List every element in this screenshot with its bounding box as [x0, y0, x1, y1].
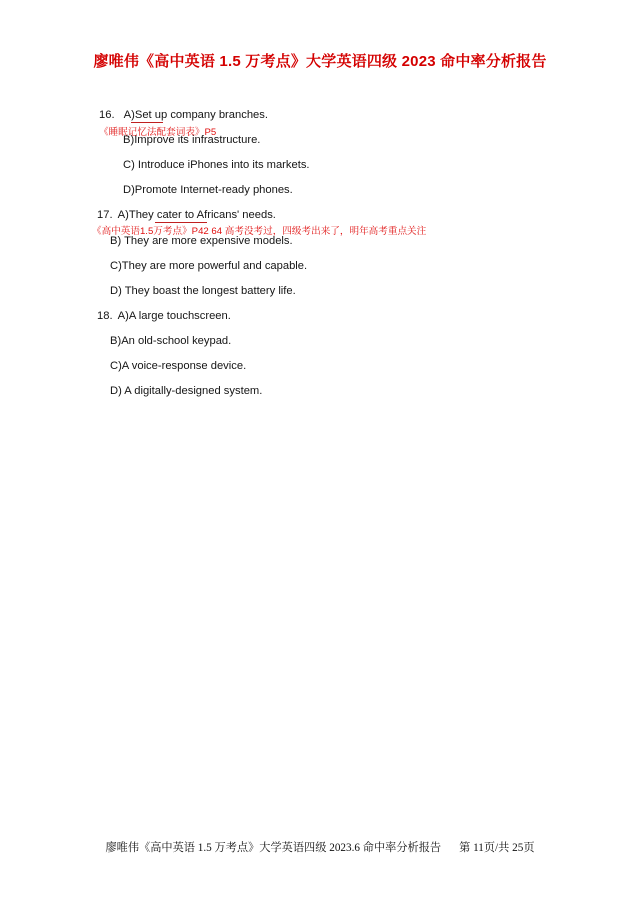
q18-option-b: B)An old-school keypad. [110, 335, 232, 347]
q17-option-c: C)They are more powerful and capable. [110, 260, 308, 272]
q18-a-text: A)A large touchscreen. [117, 310, 231, 322]
q17-number: 17. [97, 209, 113, 221]
q17-option-a [97, 209, 276, 221]
page-title: 廖唯伟《高中英语 1.5 万考点》大学英语四级 2023 命中率分析报告 [93, 53, 547, 70]
q16-option-b: B)Improve its infrastructure. [123, 134, 261, 146]
q18-option-c: C)A voice-response device. [110, 360, 247, 372]
q17-annotation: 《高中英语1.5万考点》P42 64 高考没考过，四级考出来了，明年高考重点关注 [92, 226, 427, 237]
q17-a-rest: fricans' needs. [204, 209, 276, 221]
q17-a-prefix: A)They [117, 209, 157, 221]
q16-annotation: 《睡眠记忆法配套词表》P5 [99, 127, 217, 138]
q17-option-b: B) They are more expensive models. [110, 235, 293, 247]
q16-option-c: C) Introduce iPhones into its markets. [123, 159, 310, 171]
footer-page-number: 第 11页/共 25页 [459, 842, 535, 854]
q17-a-underlined: cater to A [156, 209, 205, 221]
q18-number: 18. [97, 310, 113, 322]
q18-option-d: D) A digitally-designed system. [110, 385, 263, 397]
q16-underline [131, 122, 163, 123]
q17-option-d: D) They boast the longest battery life. [110, 285, 296, 297]
page-footer [0, 839, 640, 855]
q16-option-d: D)Promote Internet-ready phones. [123, 184, 293, 196]
q16-a-underlined: Set up [134, 109, 168, 121]
q16-option-a [99, 109, 268, 121]
q16-a-rest: company branches. [167, 109, 268, 121]
q18-option-a [97, 310, 231, 322]
q16-a-prefix: A) [123, 109, 135, 121]
footer-report-title: 廖唯伟《高中英语 1.5 万考点》大学英语四级 2023.6 命中率分析报告 [105, 842, 442, 854]
q16-number: 16. [99, 109, 115, 121]
